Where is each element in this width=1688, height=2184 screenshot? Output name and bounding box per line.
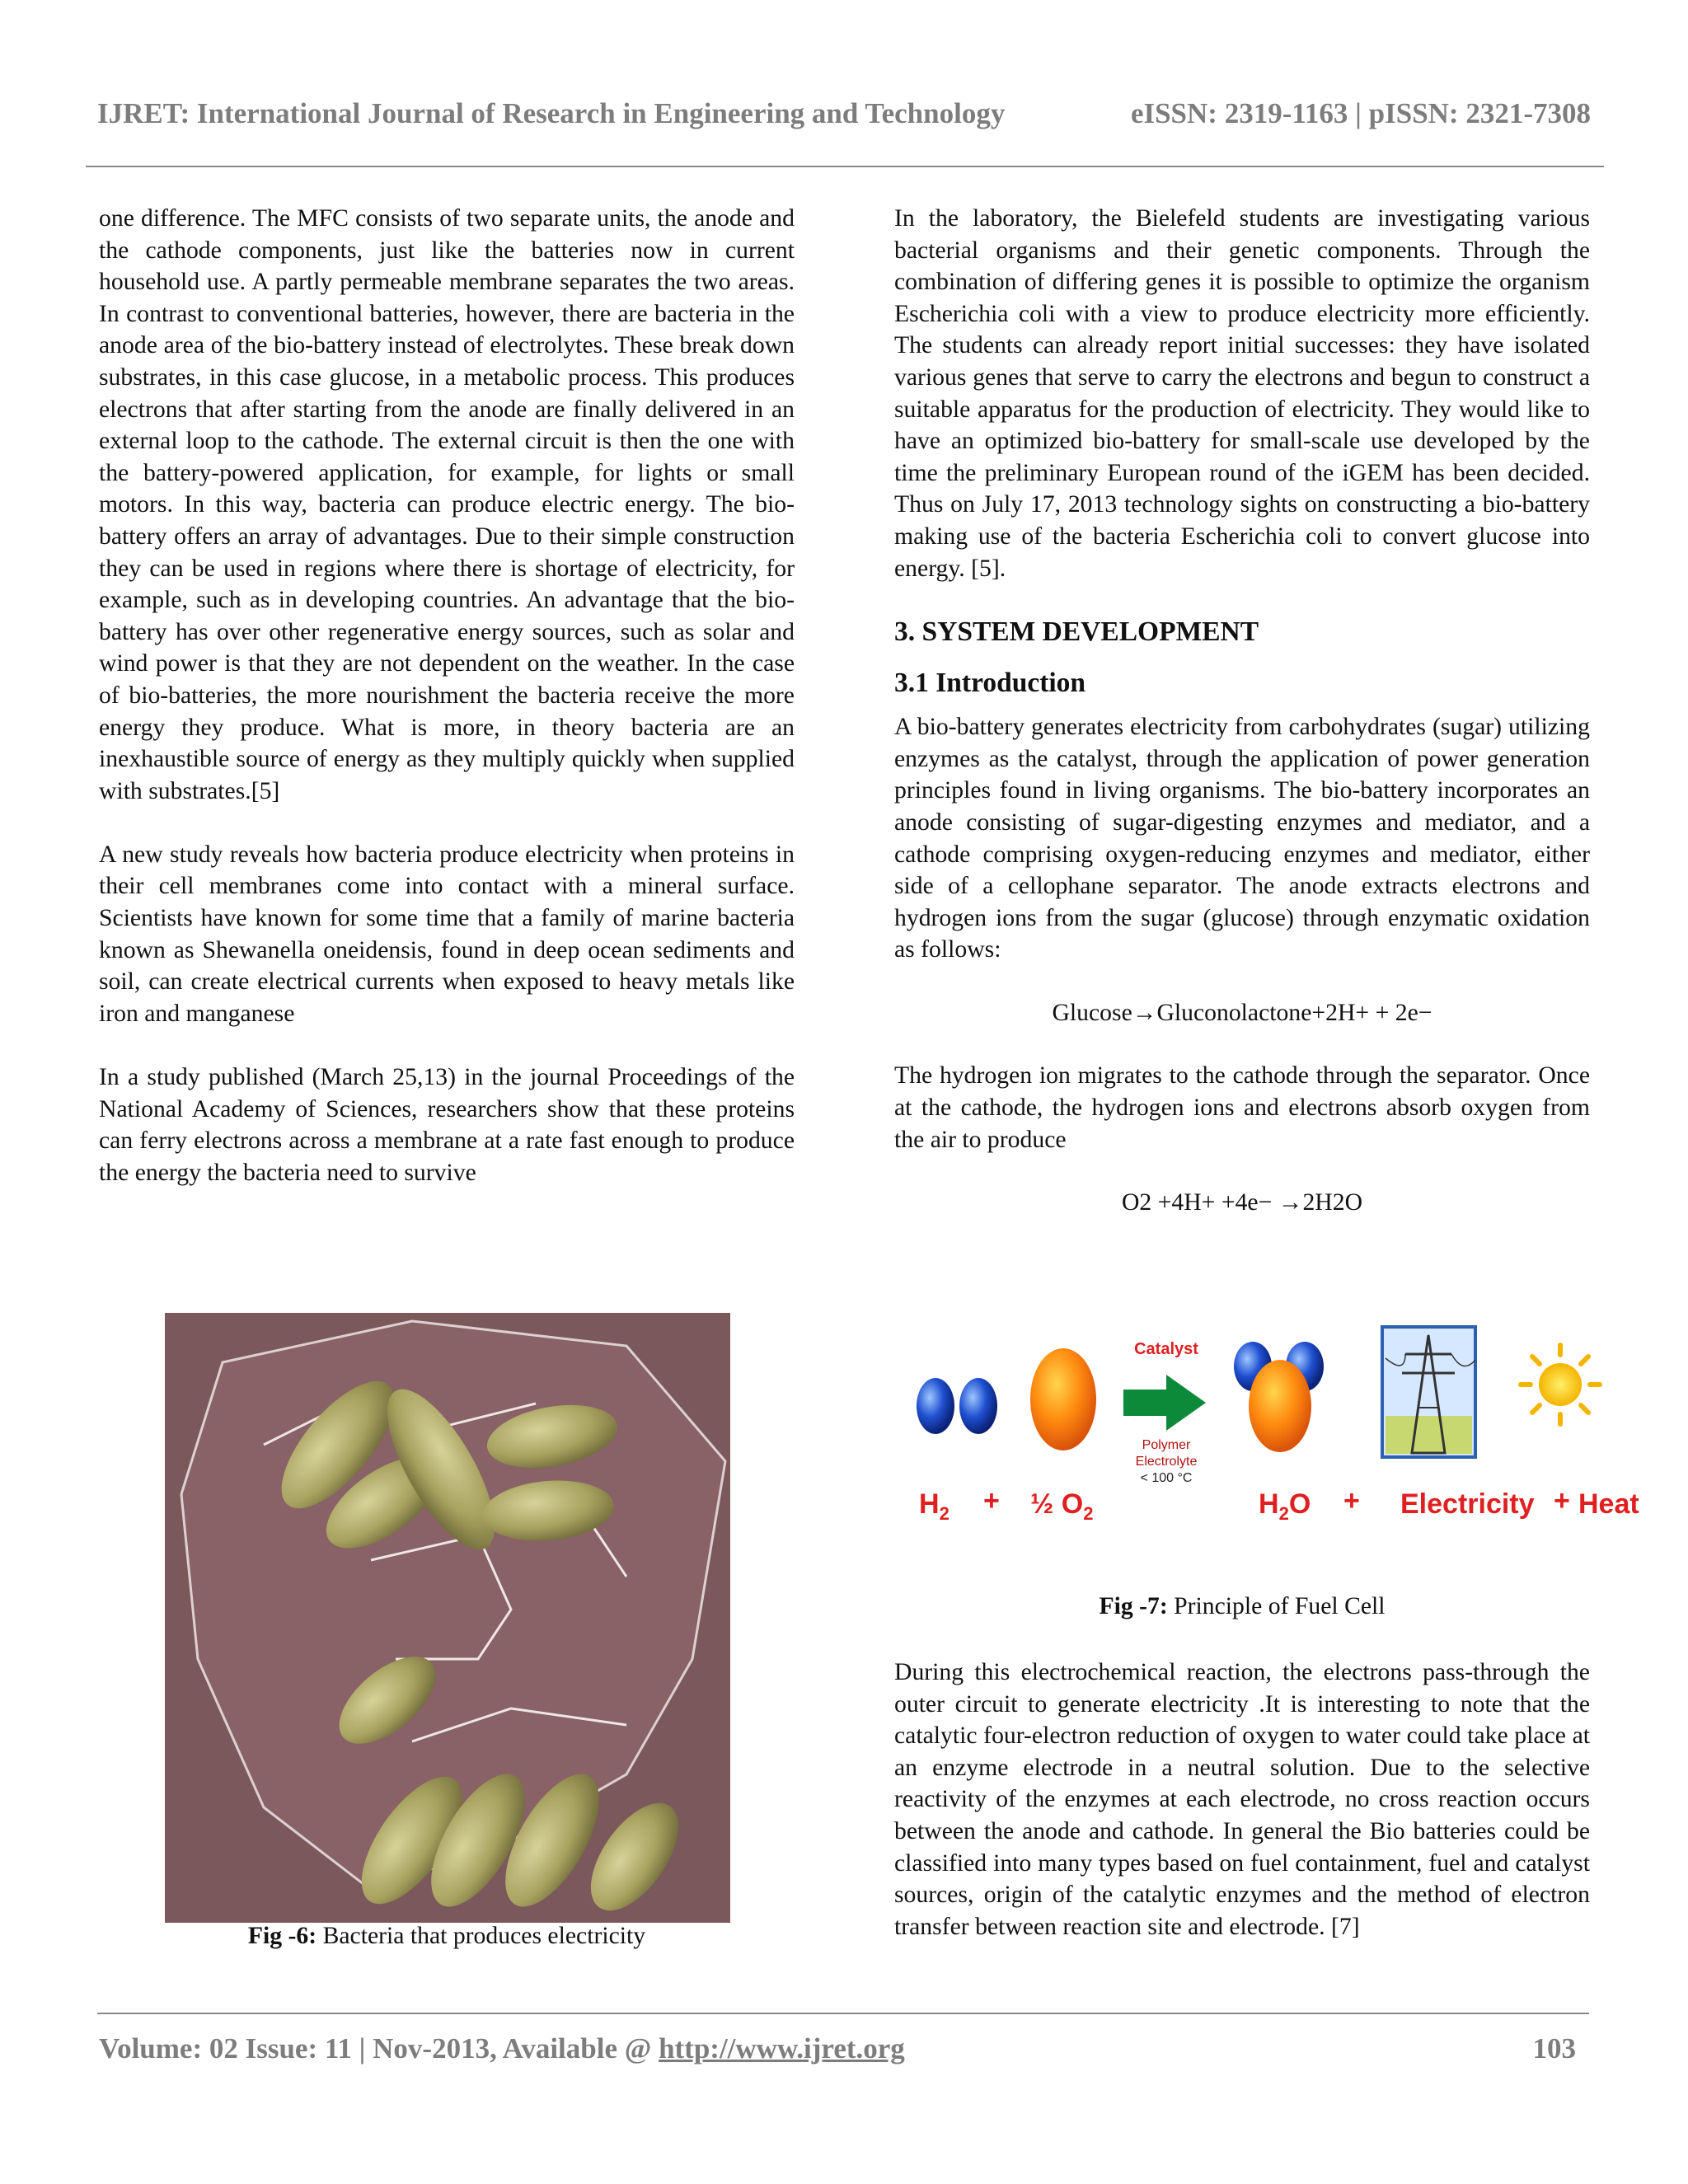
svg-text:+: +	[983, 1485, 1000, 1516]
catalyst-label: Catalyst	[1134, 1340, 1198, 1358]
paragraph: During this electrochemical reaction, the electrons pass-through the outer circuit to generate electricity .It is interesting to note that the catalytic four-electron reduction of oxygen to water could take place at an enzyme electrode in a neutral solution. Due to the selective reactivity of the enzymes at each electrode, no cross reaction occurs between the anode and cathode. In general the Bio batteries could be classified into many types based on fuel containment, fuel and catalyst sources, origin of the catalytic enzymes and the method of electron transfer between reaction site and electrode. [7]	[894, 1659, 1590, 1940]
bacteria-micrograph-illustration	[165, 1313, 730, 1923]
fuel-cell-diagram	[894, 1317, 1639, 1564]
figure-7-label: Fig -7:	[1099, 1593, 1168, 1619]
footer-info	[99, 2032, 905, 2065]
figure-6-label: Fig -6:	[247, 1923, 317, 1949]
hydrogen-atom	[917, 1378, 954, 1434]
section-heading: 3. SYSTEM DEVELOPMENT	[894, 616, 1259, 648]
paragraph: The hydrogen ion migrates to the cathode through the separator. Once at the cathode, the hydrogen ions and electrons absorb oxygen from the air to produce	[894, 1062, 1590, 1153]
issn: eISSN: 2319-1163 | pISSN: 2321-7308	[1130, 97, 1591, 129]
subsection-heading: 3.1 Introduction	[894, 668, 1086, 699]
svg-text:Electricity: Electricity	[1400, 1488, 1535, 1520]
footer-rule	[97, 2013, 1589, 2014]
sun-icon	[1521, 1345, 1600, 1424]
svg-text:< 100 °C: < 100 °C	[1140, 1471, 1193, 1485]
svg-text:Electrolyte: Electrolyte	[1135, 1455, 1198, 1469]
journal-title: IJRET: International Journal of Research in Engineering and Technology	[97, 97, 1006, 129]
running-header	[97, 97, 1591, 130]
header-rule	[86, 166, 1604, 167]
paragraph: one difference. The MFC consists of two separate units, the anode and the cathode components, just like the batteries now in current household use. A partly permeable membrane separates the two areas. In contrast to conventional batteries, however, there are bacteria in the anode area of the bio-battery instead of electrolytes. These break down substrates, in this case glucose, in a metabolic process. This produces electrons that after starting from the anode are finally delivered in an external loop to the cathode. The external circuit is then the one with the battery-powered application, for example, for lights or small motors. In this way, bacteria can produce electric energy. The bio-battery offers an array of advantages. Due to their simple construction they can be used in regions where there is shortage of electricity, for example, such as in developing countries. An advantage that the bio-battery has over other regenerative energy sources, such as solar and wind power is that they are not dependent on the weather. In the case of bio-batteries, the more nourishment the bacteria receive the more energy they produce. What is more, in theory bacteria are an inexhaustible source of energy as they multiply quickly when supplied with substrates.[5]	[99, 205, 795, 804]
right-column	[894, 203, 1590, 1250]
fuel-cell-illustration	[894, 1317, 1639, 1564]
hydrogen-atom	[959, 1378, 997, 1434]
figure-7-caption-text: Principle of Fuel Cell	[1167, 1593, 1386, 1619]
bacteria-micrograph	[165, 1313, 730, 1923]
oxygen-atom	[1030, 1348, 1096, 1451]
figure-7-caption	[894, 1593, 1590, 1620]
paragraph: In the laboratory, the Bielefeld students are investigating various bacterial organisms and their genetic components. Through the combination of differing genes it is possible to optimize the organism Escherichia coli with a view to produce electricity more efficiently. The students can already report initial successes: they have isolated various genes that serve to carry the electrons and begun to construct a suitable apparatus for the production of electricity. They would like to have an optimized bio-battery for small-scale use developed by the time the preliminary European round of the iGEM has been decided. Thus on July 17, 2013 technology sights on constructing a bio-battery making use of the bacteria Escherichia coli to convert glucose into energy. [5].	[894, 205, 1590, 582]
figure-6-caption-text: Bacteria that produces electricity	[316, 1923, 646, 1949]
svg-text:H2: $H_2$	[919, 1488, 950, 1524]
paragraph: In a study published (March 25,13) in the journal Proceedings of the National Academy of Sciences, researchers show that these proteins can ferry electrons across a membrane at a rate fast enough to produce the energy the bacteria need to survive	[99, 1064, 795, 1186]
equation-glucose: Glucose→Gluconolactone+2H+ + 2e−	[1052, 999, 1432, 1026]
figure-6-caption	[99, 1923, 795, 1950]
paragraph: A new study reveals how bacteria produce electricity when proteins in their cell membranes come into contact with a mineral surface. Scientists have known for some time that a family of marine bacteria known as Shewanella oneidensis, found in deep ocean sediments and soil, can create electrical currents when exposed to heavy metals like iron and manganese	[99, 841, 795, 1027]
water-oxygen	[1249, 1360, 1311, 1452]
svg-text:Polymer: Polymer	[1142, 1438, 1191, 1452]
reaction-arrow	[1123, 1375, 1206, 1431]
equation-water: O2 +4H+ +4e− →2H2O	[1121, 1189, 1363, 1216]
svg-text:Heat: Heat	[1578, 1488, 1639, 1520]
page-number: 103	[1532, 2032, 1576, 2064]
svg-text:½ O2: ½ $O_2$	[1030, 1488, 1094, 1524]
left-column	[99, 203, 795, 1188]
svg-text:H2O: $H_2O$	[1259, 1488, 1311, 1524]
svg-text:+: +	[1343, 1485, 1360, 1516]
paragraph: A bio-battery generates electricity from carbohydrates (sugar) utilizing enzymes as the catalyst, through the application of power generation principles found in living organisms. The bio-battery incorporates an anode consisting of sugar-digesting enzymes and mediator, and a cathode comprising oxygen-reducing enzymes and mediator, either side of a cellophane separator. The anode extracts electrons and hydrogen ions from the sugar (glucose) through enzymatic oxidation as follows:	[894, 714, 1590, 963]
running-footer	[99, 2032, 1576, 2065]
footer-volume: Volume: 02 Issue: 11 | Nov-2013, Available @	[99, 2032, 659, 2064]
power-tower-icon	[1382, 1327, 1475, 1457]
svg-text:+: +	[1554, 1485, 1570, 1516]
journal-link[interactable]: http://www.ijret.org	[659, 2032, 905, 2064]
